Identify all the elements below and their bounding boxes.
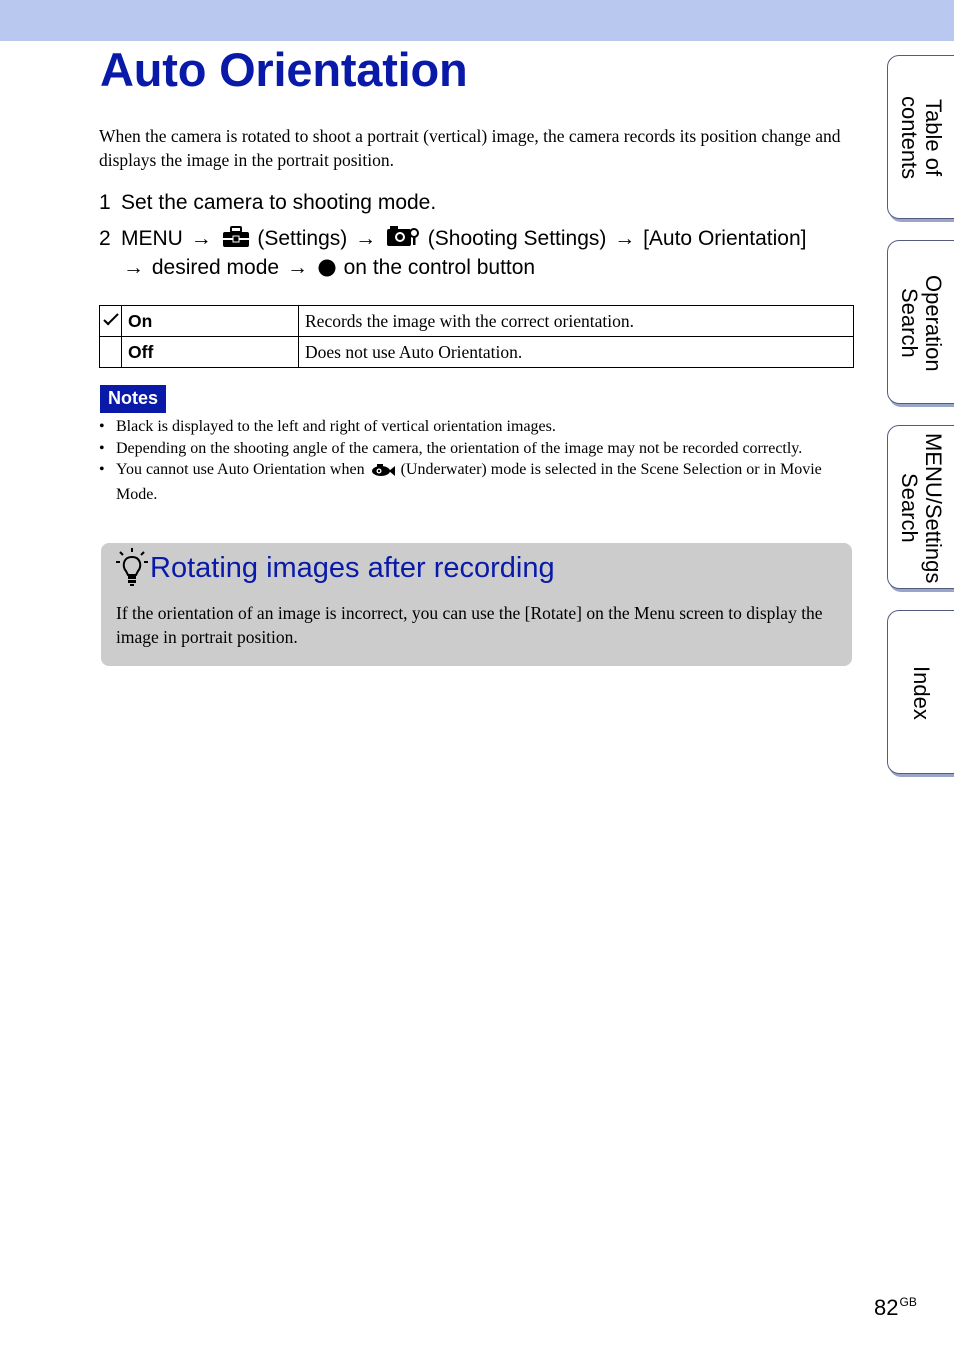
arrow-icon: → <box>614 227 636 250</box>
hint-text: If the orientation of an image is incorrect, you can use the [Rotate] on the Menu screen to display the image in portrait position. <box>116 603 823 647</box>
bullet: • <box>99 439 105 457</box>
note-text: Depending on the shooting angle of the camera, the orientation of the image may not be recorded correctly. <box>116 439 803 457</box>
menu-label: MENU <box>121 227 183 250</box>
option-description: Records the image with the correct orientation. <box>299 306 854 337</box>
hint-title: Rotating images after recording <box>150 552 555 584</box>
page-number <box>874 1287 917 1323</box>
arrow-icon: → <box>190 227 212 250</box>
underwater-icon <box>371 462 395 484</box>
options-table <box>99 305 854 368</box>
note-text-before: You cannot use Auto Orientation when <box>116 461 365 478</box>
checkmark-cell <box>100 306 122 337</box>
bullet: • <box>99 461 105 478</box>
tab-table-of-contents[interactable] <box>887 55 954 219</box>
option-label: Off <box>122 337 299 368</box>
hint-bulb-icon <box>115 547 149 592</box>
tab-label: Table of contents <box>897 96 946 180</box>
list-item <box>99 438 847 460</box>
list-item <box>99 416 847 438</box>
arrow-icon: → <box>286 256 308 279</box>
hint-box <box>101 543 852 666</box>
step-1 <box>99 188 436 218</box>
desired-mode-label: desired mode <box>151 256 280 279</box>
auto-orientation-label: [Auto Orientation] <box>643 227 807 250</box>
notes-list <box>99 416 847 505</box>
top-banner <box>0 0 954 41</box>
option-label: On <box>122 306 299 337</box>
center-button-icon <box>318 256 336 286</box>
note-text-after: (Underwater) mode is selected in the Scene Selection or in Movie Mode. <box>116 461 822 503</box>
tab-index[interactable] <box>887 610 954 774</box>
arrow-icon: → <box>355 227 377 250</box>
page-suffix: GB <box>899 1295 917 1309</box>
tab-label: Operation Search <box>897 274 946 372</box>
empty-cell <box>100 337 122 368</box>
step-2-continued <box>121 253 535 286</box>
arrow-icon: → <box>123 256 144 279</box>
shooting-settings-label: (Shooting Settings) <box>427 227 607 250</box>
bullet: • <box>99 418 105 435</box>
tab-menu-settings-search[interactable] <box>887 425 954 589</box>
settings-label: (Settings) <box>257 227 348 250</box>
table-row <box>100 306 854 337</box>
note-text: Black is displayed to the left and right of vertical orientation images. <box>116 418 556 435</box>
page-number-value: 82 <box>874 1295 899 1320</box>
tab-label: MENU/Settings Search <box>897 432 946 584</box>
step-number: 1 <box>99 191 111 214</box>
table-row <box>100 337 854 368</box>
step-text: Set the camera to shooting mode. <box>121 191 437 214</box>
list-item <box>99 459 847 505</box>
control-button-label: on the control button <box>343 256 536 279</box>
checkmark-icon <box>103 311 119 331</box>
tab-operation-search[interactable] <box>887 240 954 404</box>
intro-paragraph: When the camera is rotated to shoot a portrait (vertical) image, the camera records its position change and displays the image in the portrait position. <box>99 126 841 170</box>
page-title: Auto Orientation <box>100 43 468 96</box>
tab-label: Index <box>909 666 934 720</box>
notes-badge: Notes <box>100 385 166 413</box>
option-description: Does not use Auto Orientation. <box>299 337 854 368</box>
step-number: 2 <box>99 227 111 250</box>
